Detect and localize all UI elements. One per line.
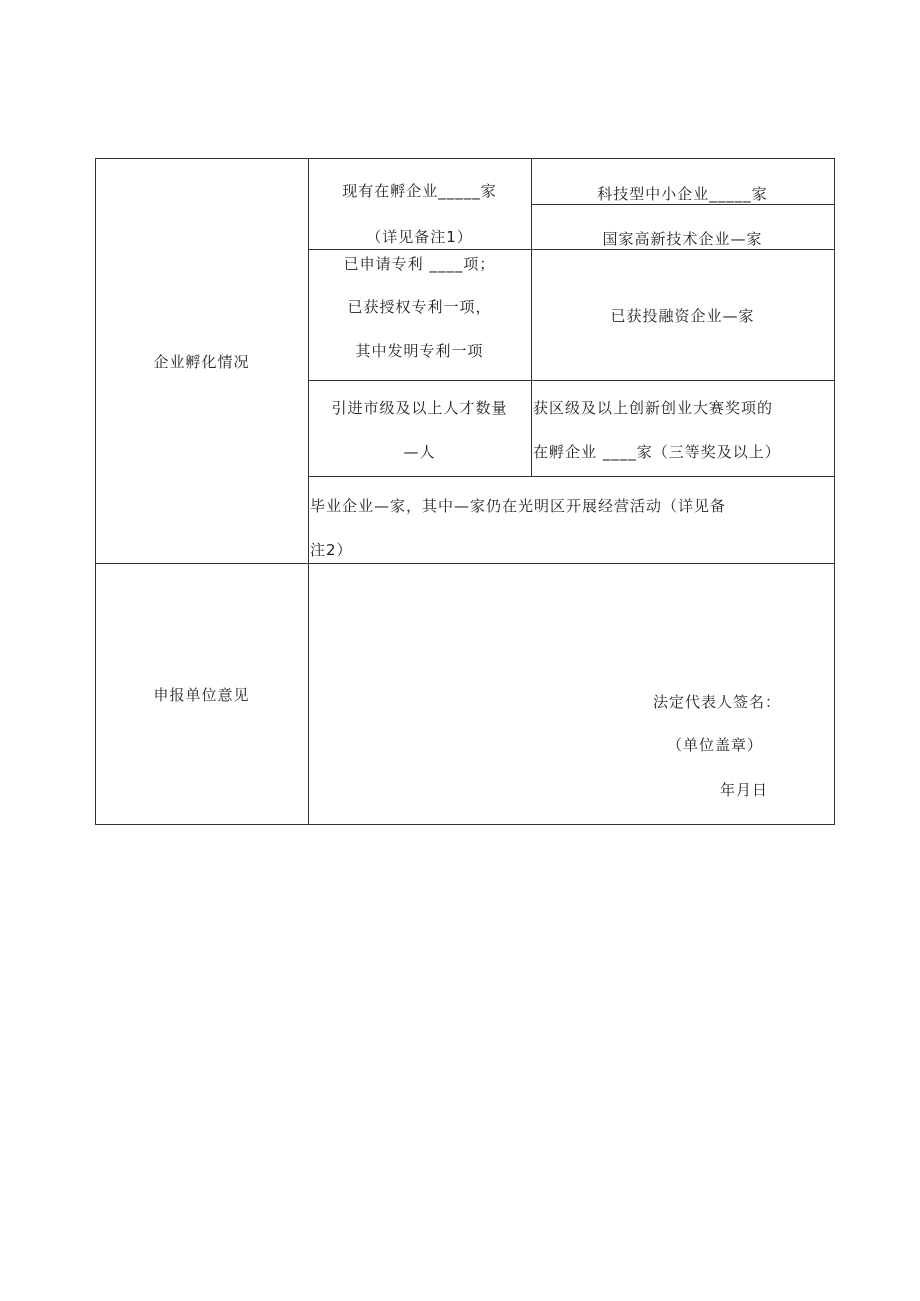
unit-seal-text: （单位盖章） [667,736,764,754]
graduated-enterprises-text: 毕业企业—家，其中—家仍在光明区开展经营活动（详见备 [310,497,727,515]
invention-patents-text: 其中发明专利一项 [355,342,484,360]
incubating-enterprises-text: 现有在孵企业_____家 [342,182,497,200]
table-row-divider [531,204,835,205]
patents-granted-text: 已获授权专利一项， [347,298,492,316]
graduated-note-text: 注2） [310,541,353,559]
awards-text-line1: 获区级及以上创新创业大赛奖项的 [533,399,774,417]
table-row-divider [308,380,835,381]
section-label-opinion: 申报单位意见 [153,686,250,704]
table-row-divider [308,249,835,250]
table-border-right [834,158,835,825]
table-border-left [95,158,96,825]
section-label-incubation: 企业孵化情况 [153,353,250,371]
high-tech-enterprise-text: 国家高新技术企业—家 [602,230,763,248]
table-section-divider [95,563,835,564]
table-row-divider [308,476,835,477]
tech-sme-text: 科技型中小企业_____家 [597,185,768,203]
table-border-bottom [95,824,835,825]
patents-applied-text: 已申请专利 ____项； [343,255,496,273]
incubating-note-text: （详见备注1） [366,228,473,246]
talent-count-text: 引进市级及以上人才数量 [331,399,508,417]
talent-count-value: —人 [403,443,436,461]
awards-text-line2: 在孵企业 ____家（三等奖及以上） [533,443,781,461]
financing-enterprises-text: 已获投融资企业—家 [610,307,755,325]
legal-representative-signature: 法定代表人签名： [653,693,782,711]
table-border-top [95,158,835,159]
date-text: 年月日 [720,781,769,799]
